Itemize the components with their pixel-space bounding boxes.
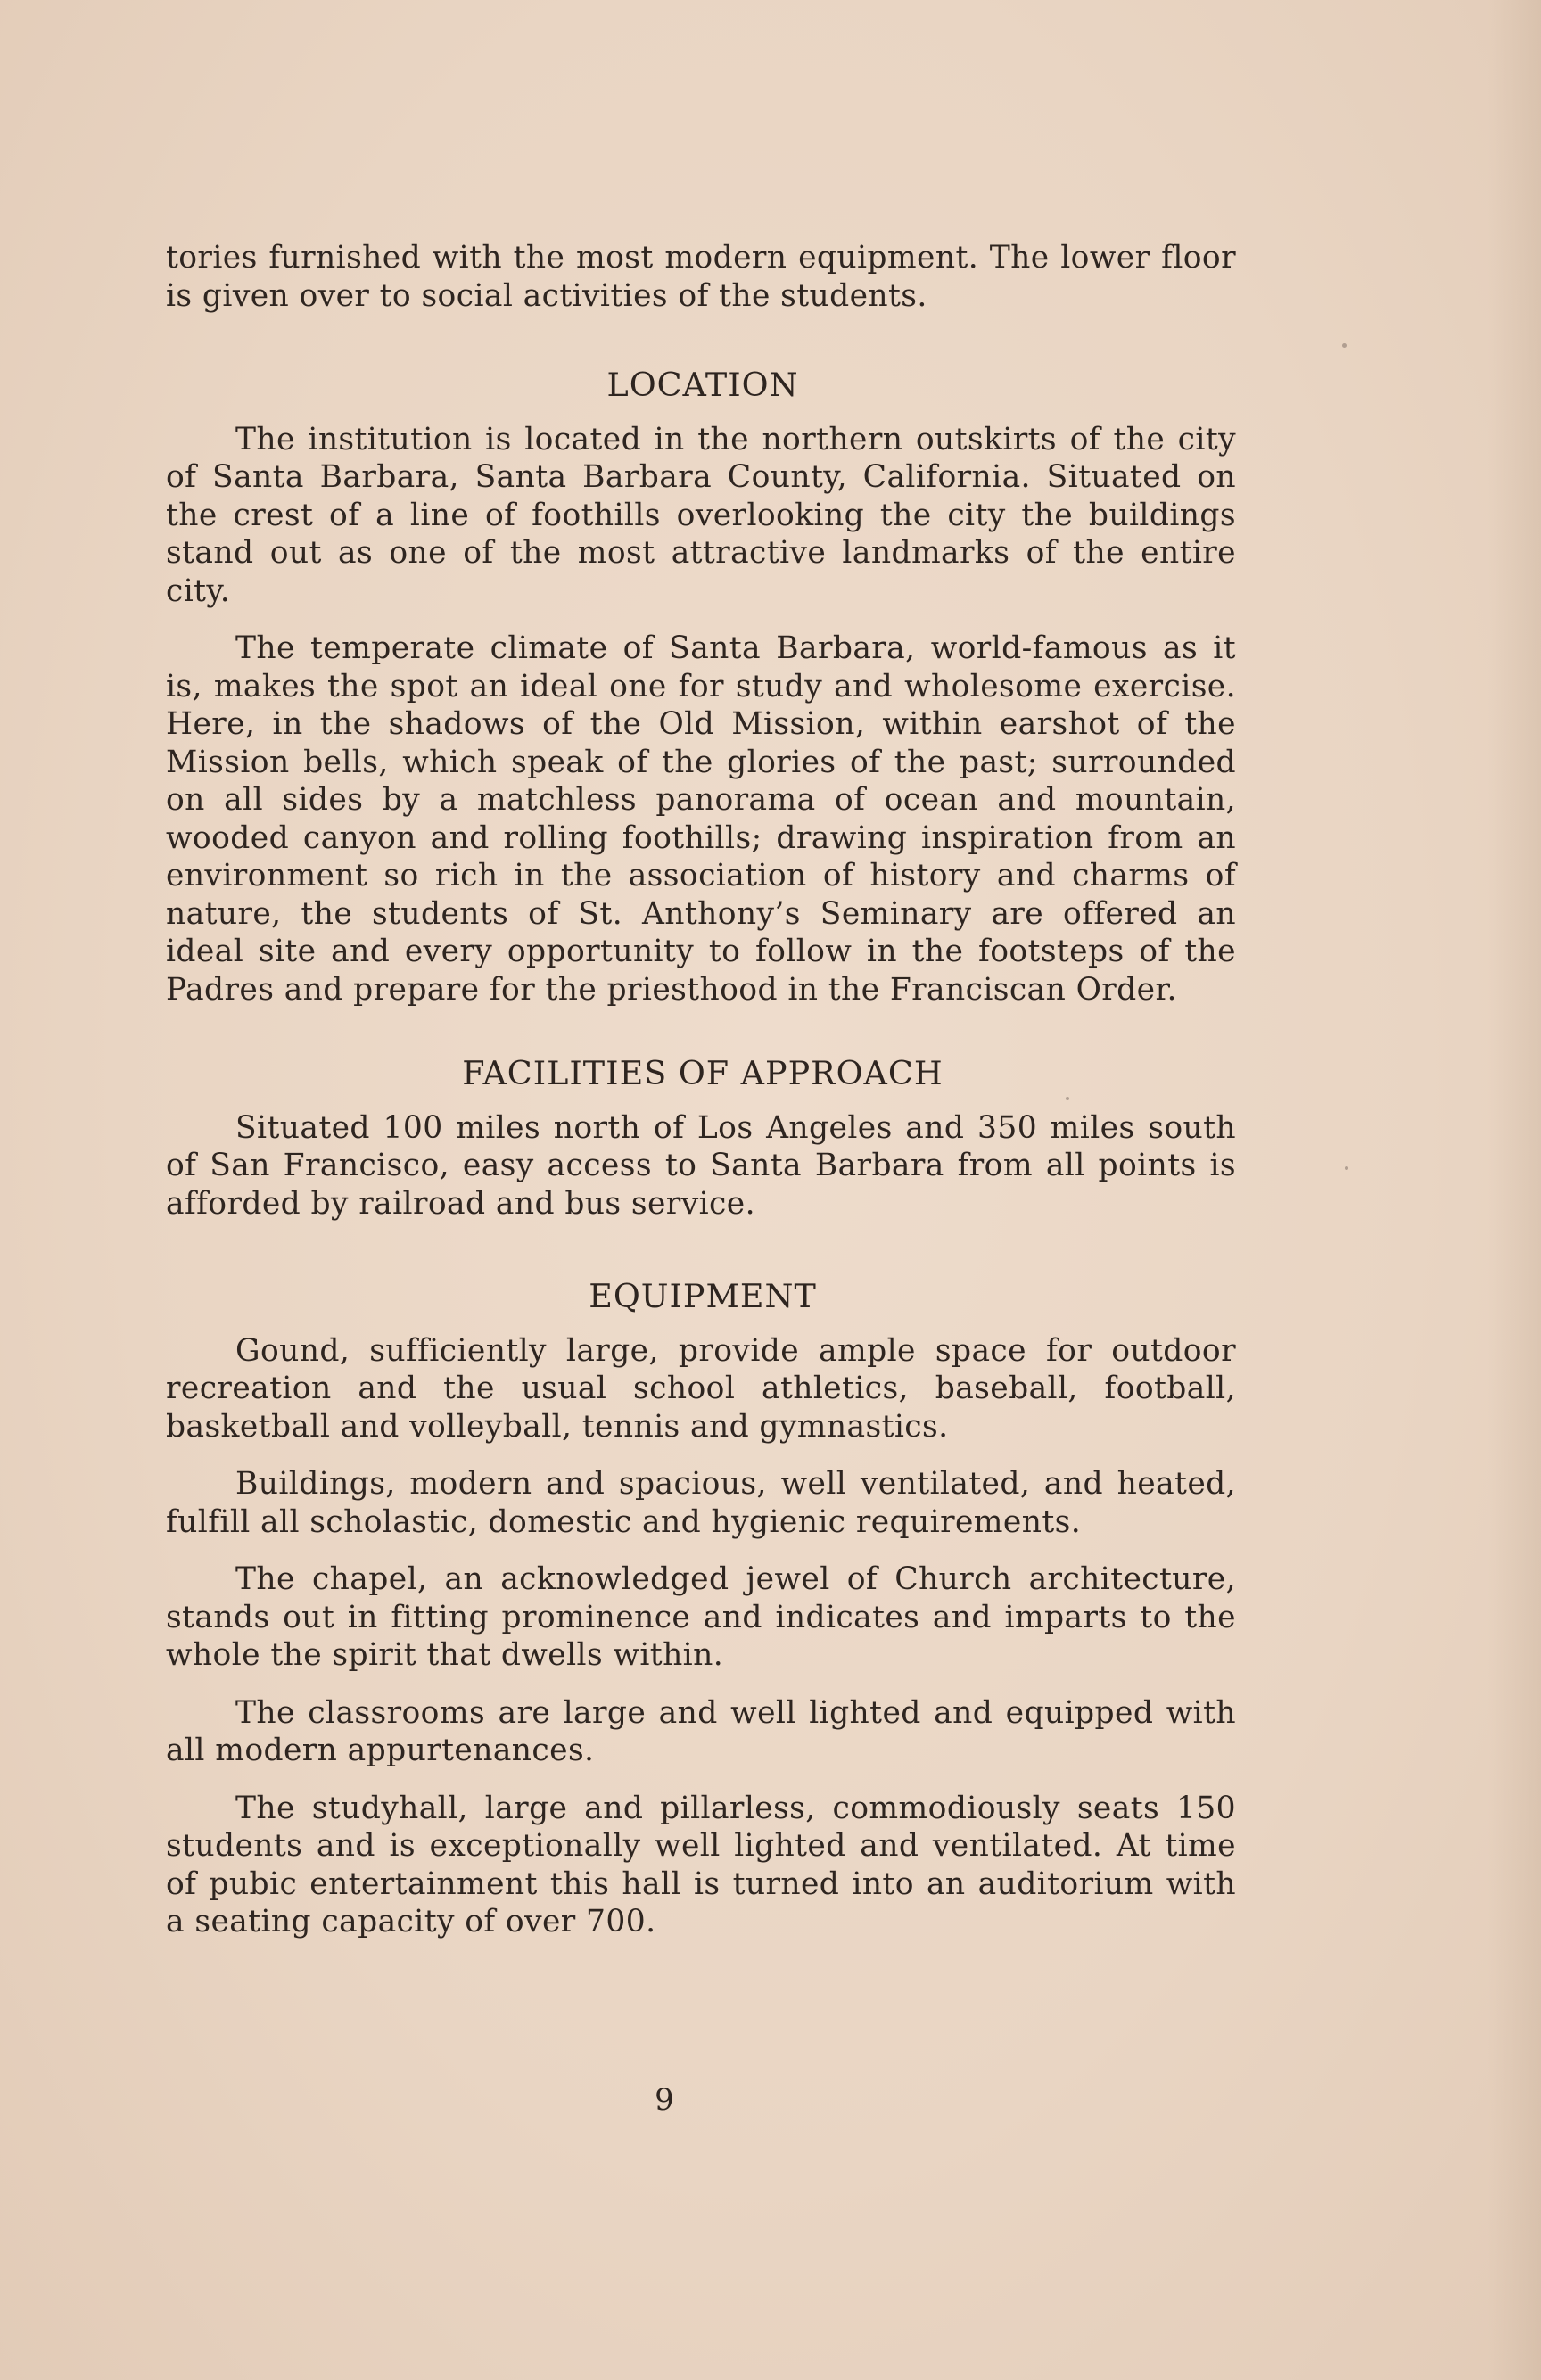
section-heading-equipment: EQUIPMENT: [589, 1277, 817, 1315]
document-body: [166, 239, 1236, 1941]
location-paragraph-2: The temperate climate of Santa Barbara, world-famous as it is, makes the spot an ideal one for study and wholesome exercise. Here, in the shadows of the Old Mission, within earshot of the Mission bells, which speak of the glories of the past; surrounded on all sides by a matchless panorama of ocean and mountain, wooded canyon and rolling foothills; drawing inspiration from an environment so rich in the association of history and charms of nature, the students of St. Anthony’s Seminary are offered an ideal site and every opportunity to follow in the footsteps of the Padres and prepare for the priesthood in the Franciscan Order.: [166, 630, 1236, 1008]
approach-paragraph-1: Situated 100 miles north of Los Angeles and 350 miles south of San Francisco, easy access to Santa Barbara from all points is afforded by railroad and bus service.: [166, 1109, 1236, 1222]
location-paragraph-1: The institution is located in the northern outskirts of the city of Santa Barbara, Santa Barbara County, California. Situated on the crest of a line of foothills overlooking the city the buildings stand out as one of the most attractive landmarks of the entire city.: [166, 421, 1236, 609]
section-heading-approach: FACILITIES OF APPROACH: [462, 1054, 944, 1092]
page-number: 9: [655, 2082, 674, 2118]
equipment-paragraph-5: The studyhall, large and pillarless, commodiously seats 150 students and is exceptionally well lighted and ventilated. At time of pubic entertainment this hall is turned into an auditorium with a seating capacity of over 700.: [166, 1790, 1236, 1939]
paper-speck: [1345, 1166, 1348, 1170]
equipment-paragraph-4: The classrooms are large and well lighted and equipped with all modern appurtenances.: [166, 1694, 1236, 1768]
intro-paragraph: tories furnished with the most modern equipment. The lower floor is given over to social activities of the students.: [166, 240, 1236, 314]
equipment-paragraph-2: Buildings, modern and spacious, well ventilated, and heated, fulfill all scholastic, domestic and hygienic requirements.: [166, 1466, 1236, 1540]
paper-speck: [1342, 343, 1347, 348]
page-edge-shadow: [1487, 0, 1541, 2380]
equipment-paragraph-3: The chapel, an acknowledged jewel of Church architecture, stands out in fitting prominence and indicates and imparts to the whole the spirit that dwells within.: [166, 1561, 1236, 1673]
section-heading-location: LOCATION: [606, 366, 799, 404]
equipment-paragraph-1: Gound, sufficiently large, provide ample space for outdoor recreation and the usual school athletics, baseball, football, basketball and volleyball, tennis and gymnastics.: [166, 1332, 1236, 1445]
